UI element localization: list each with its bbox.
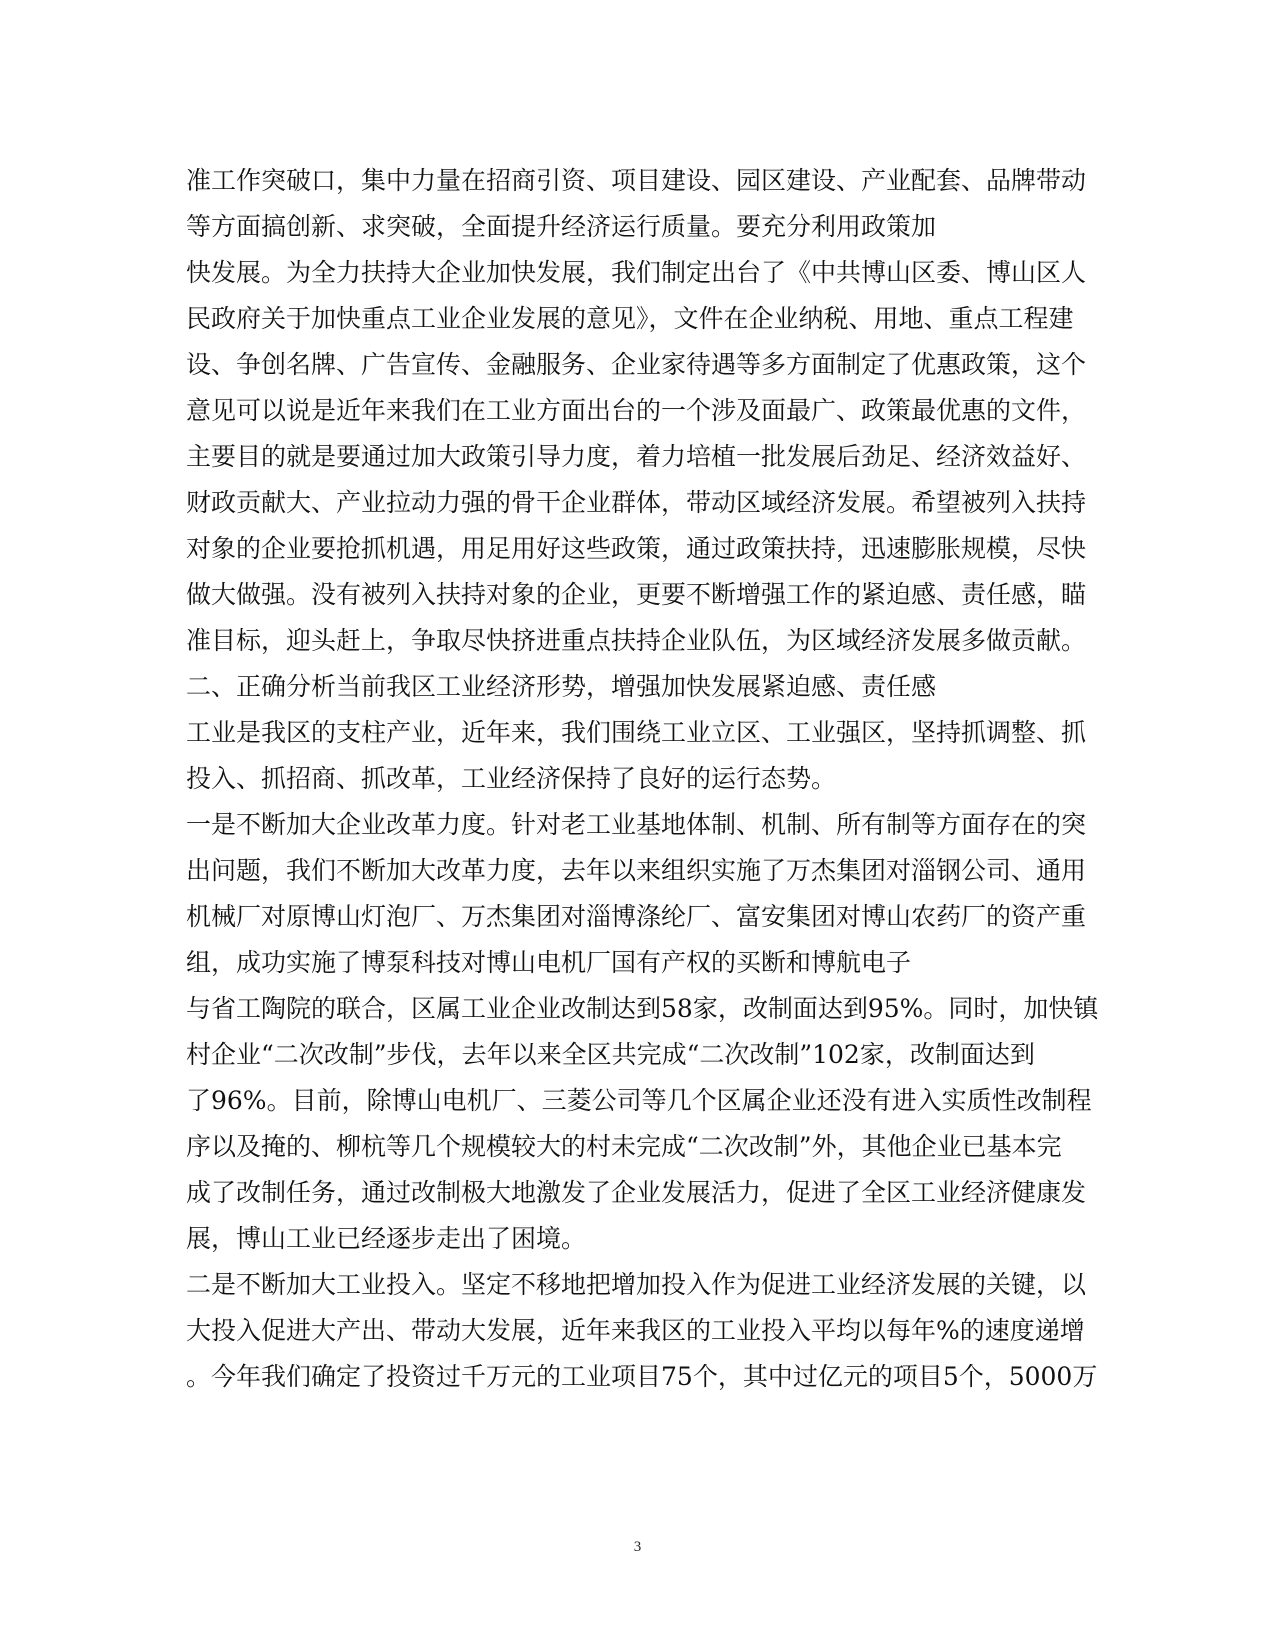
text-line: 投入、抓招商、抓改革，工业经济保持了良好的运行态势。 [186,764,837,793]
text-line: 一是不断加大企业改革力度。针对老工业基地体制、机制、所有制等方面存在的突 [186,810,1087,839]
text-line: 序以及掩的、柳杭等几个规模较大的村未完成“二次改制”外，其他企业已基本完 [186,1132,1062,1161]
text-line: 组，成功实施了博泵科技对博山电机厂国有产权的买断和博航电子 [186,948,912,977]
text-line: 二是不断加大工业投入。坚定不移地把增加投入作为促进工业经济发展的关键，以 [186,1270,1087,1299]
text-line: 准目标，迎头赶上，争取尽快挤进重点扶持企业队伍，为区域经济发展多做贡献。 [186,626,1087,655]
text-line: 主要目的就是要通过加大政策引导力度，着力培植一批发展后劲足、经济效益好、 [186,442,1087,471]
text-line: 准工作突破口，集中力量在招商引资、项目建设、园区建设、产业配套、品牌带动 [186,166,1087,195]
text-line: 对象的企业要抢抓机遇，用足用好这些政策，通过政策扶持，迅速膨胀规模，尽快 [186,534,1087,563]
text-line: 设、争创名牌、广告宣传、金融服务、企业家待遇等多方面制定了优惠政策，这个 [186,350,1087,379]
text-line: 二、正确分析当前我区工业经济形势，增强加快发展紧迫感、责任感 [186,672,937,701]
text-line: 与省工陶院的联合，区属工业企业改制达到58家，改制面达到95%。同时，加快镇 [186,994,1099,1023]
text-line: 成了改制任务，通过改制极大地激发了企业发展活力，促进了全区工业经济健康发 [186,1178,1087,1207]
text-line: 民政府关于加快重点工业企业发展的意见》，文件在企业纳税、用地、重点工程建 [186,304,1074,333]
text-line: 机械厂对原博山灯泡厂、万杰集团对淄博涤纶厂、富安集团对博山农药厂的资产重 [186,902,1087,931]
body-text [186,158,1099,1400]
text-line: 出问题，我们不断加大改革力度，去年以来组织实施了万杰集团对淄钢公司、通用 [186,856,1087,885]
text-line: 快发展。为全力扶持大企业加快发展，我们制定出台了《中共博山区委、博山区人 [186,258,1087,287]
text-line: 展，博山工业已经逐步走出了困境。 [186,1224,587,1253]
text-line: 意见可以说是近年来我们在工业方面出台的一个涉及面最广、政策最优惠的文件， [186,396,1087,425]
text-line: 大投入促进大产出、带动大发展，近年来我区的工业投入平均以每年%的速度递增 [186,1316,1085,1345]
text-line: 做大做强。没有被列入扶持对象的企业，更要不断增强工作的紧迫感、责任感，瞄 [186,580,1087,609]
text-line: 了96%。目前，除博山电机厂、三菱公司等几个区属企业还没有进入实质性改制程 [186,1086,1092,1115]
text-line: 财政贡献大、产业拉动力强的骨干企业群体，带动区域经济发展。希望被列入扶持 [186,488,1087,517]
page-number: 3 [633,1539,642,1555]
text-line: 等方面搞创新、求突破，全面提升经济运行质量。要充分利用政策加 [186,212,937,241]
text-line: 。今年我们确定了投资过千万元的工业项目75个，其中过亿元的项目5个，5000万 [186,1362,1098,1391]
text-line: 工业是我区的支柱产业，近年来，我们围绕工业立区、工业强区，坚持抓调整、抓 [186,718,1087,747]
text-line: 村企业“二次改制”步伐，去年以来全区共完成“二次改制”102家，改制面达到 [186,1040,1035,1069]
